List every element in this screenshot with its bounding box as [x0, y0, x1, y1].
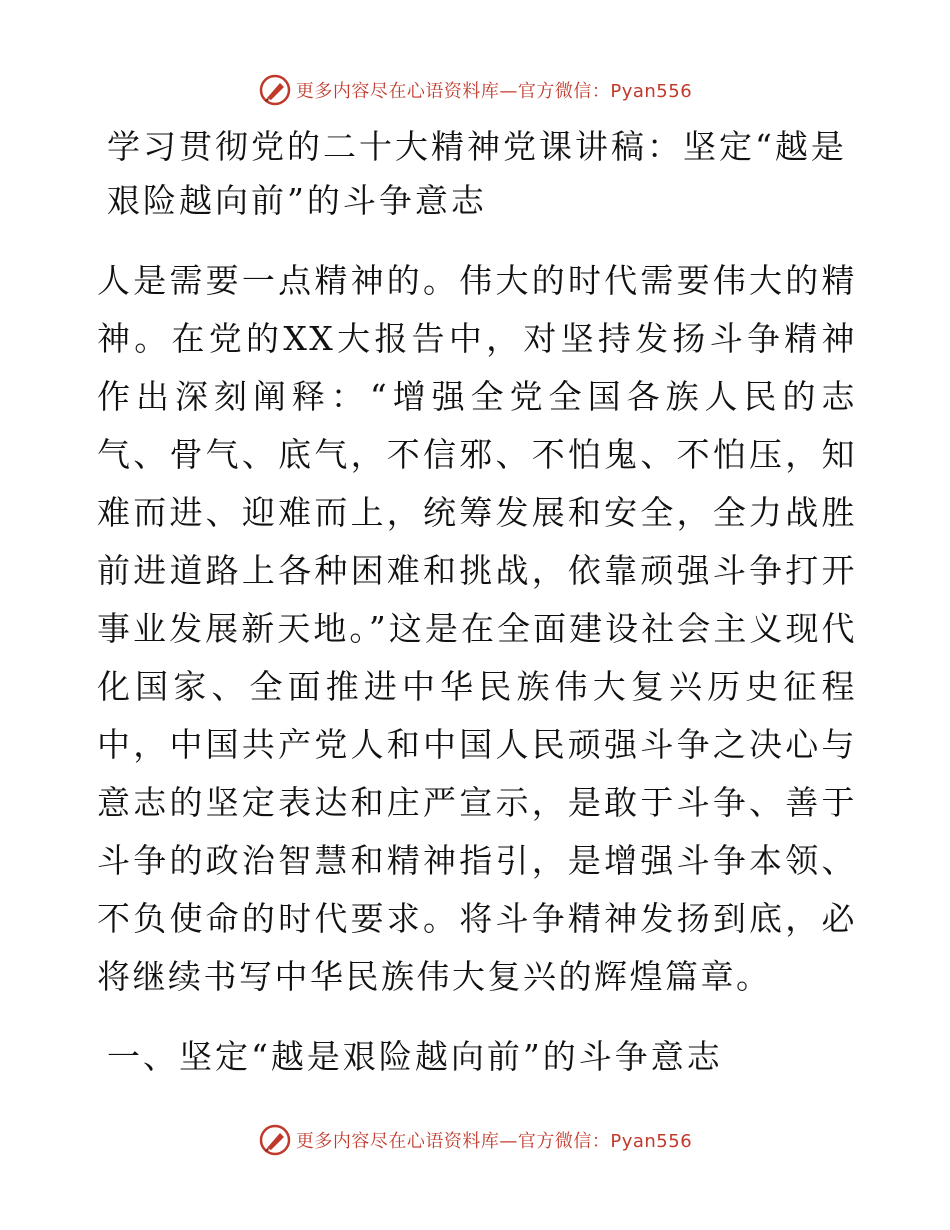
watermark-header [0, 72, 950, 108]
watermark-text: 更多内容尽在心语资料库—官方微信：Pyan556 [295, 1131, 693, 1152]
pen-logo-icon [258, 1123, 292, 1157]
watermark-footer [0, 1122, 950, 1158]
body-paragraph: 人是需要一点精神的。伟大的时代需要伟大的精神。在党的XX大报告中，对坚持发扬斗争精神作出深刻阐释：“增强全党全国各族人民的志气、骨气、底气，不信邪、不怕鬼、不怕压，知难而进、迎难而上，统筹发展和安全，全力战胜前进道路上各种困难和挑战，依靠顽强斗争打开事业发展新天地。”这是在全面建设社会主义现代化国家、全面推进中华民族伟大复兴历史征程中，中国共产党人和中国人民顽强斗争之决心与意志的坚定表达和庄严宣示，是敢于斗争、善于斗争的政治智慧和精神指引，是增强斗争本领、不负使命的时代要求。将斗争精神发扬到底，必将继续书写中华民族伟大复兴的辉煌篇章。 [97, 261, 857, 996]
document-title: 学习贯彻党的二十大精神党课讲稿：坚定“越是艰险越向前”的斗争意志 [107, 127, 847, 220]
section-heading: 一、坚定“越是艰险越向前”的斗争意志 [107, 1037, 723, 1076]
document-body [97, 120, 857, 1086]
watermark-text: 更多内容尽在心语资料库—官方微信：Pyan556 [295, 81, 693, 102]
pen-logo-icon [258, 73, 292, 107]
